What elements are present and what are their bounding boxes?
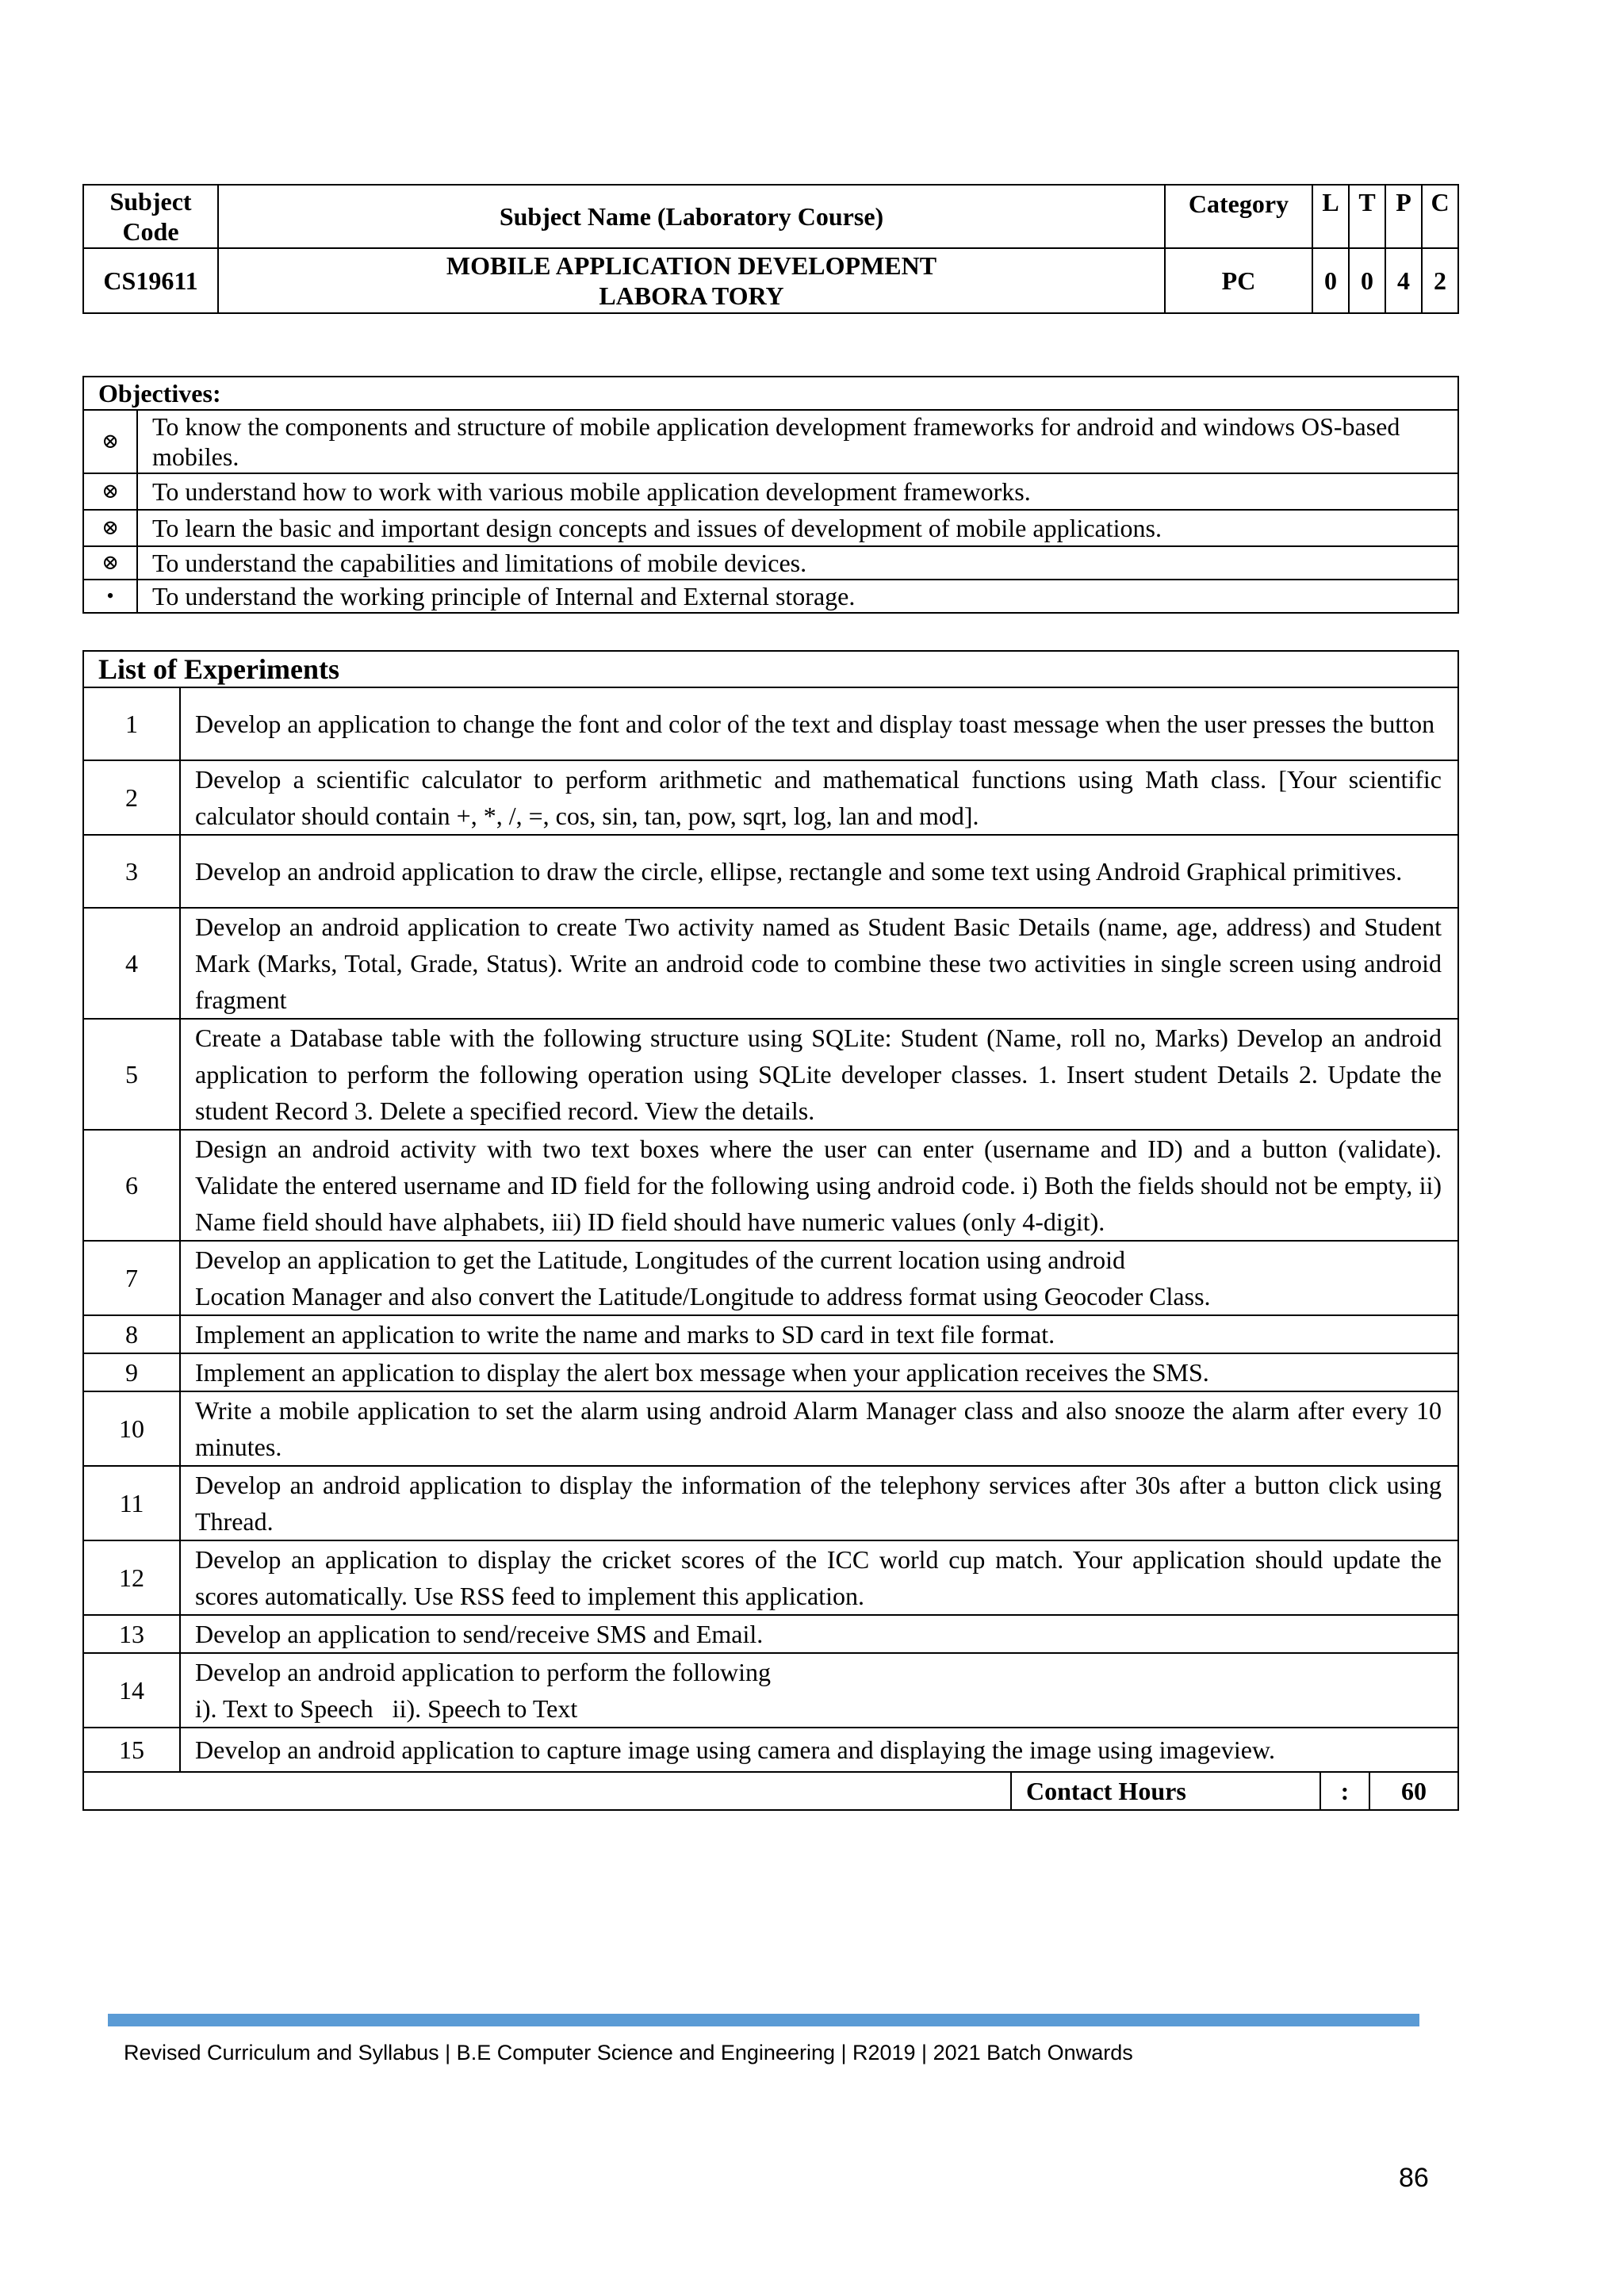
footer-divider-bar: [108, 2014, 1419, 2026]
experiment-text: Develop an application to display the cricket scores of the ICC world cup match. Your application should update the scores automatically. Use RSS feed to implement this application.: [180, 1540, 1458, 1615]
contact-hours-label: Contact Hours: [1011, 1772, 1320, 1810]
category-header: Category: [1165, 185, 1312, 248]
experiment-text: Develop an android application to create Two activity named as Student Basic Details (name, age, address) and Student Mark (Marks, Total, Grade, Status). Write an android code to combine these two activities in single screen using android fragment: [180, 908, 1458, 1019]
footer-text: Revised Curriculum and Syllabus | B.E Computer Science and Engineering | R2019 | 2021 Batch Onwards: [124, 2041, 1133, 2064]
experiment-number: 9: [83, 1353, 180, 1391]
subject-value-row: [83, 248, 1458, 313]
objective-bullet-icon: •: [83, 580, 137, 613]
experiment-row: [83, 760, 1458, 835]
experiment-row: [83, 1241, 1458, 1315]
experiment-text: Develop an android application to draw the circle, ellipse, rectangle and some text using Android Graphical primitives.: [180, 835, 1458, 908]
subject-header-row: [83, 185, 1458, 248]
experiment-number: 11: [83, 1466, 180, 1540]
subject-name: MOBILE APPLICATION DEVELOPMENT LABORA TORY: [218, 248, 1165, 313]
experiment-row: [83, 1466, 1458, 1540]
experiment-row: [83, 687, 1458, 760]
subject-name-header: Subject Name (Laboratory Course): [218, 185, 1165, 248]
experiments-heading-row: [83, 651, 1458, 687]
objective-text: To understand the working principle of Internal and External storage.: [137, 580, 1458, 613]
t-header: T: [1349, 185, 1385, 248]
subject-category: PC: [1165, 248, 1312, 313]
experiment-text: Develop an application to send/receive SMS and Email.: [180, 1615, 1458, 1653]
experiment-number: 14: [83, 1653, 180, 1728]
subject-table: [82, 184, 1459, 314]
experiment-number: 4: [83, 908, 180, 1019]
subject-p: 4: [1385, 248, 1422, 313]
page-number: 86: [1399, 2163, 1429, 2193]
experiment-row: [83, 1653, 1458, 1728]
objective-row: [83, 410, 1458, 473]
experiment-number: 12: [83, 1540, 180, 1615]
l-header: L: [1312, 185, 1349, 248]
experiments-heading: List of Experiments: [83, 651, 1458, 687]
experiment-row: [83, 1130, 1458, 1241]
objective-row: [83, 510, 1458, 546]
objectives-heading: Objectives:: [83, 377, 1458, 410]
experiment-text: Develop an android application to capture image using camera and displaying the image using imageview.: [180, 1728, 1458, 1772]
contact-hours-row: [83, 1772, 1458, 1810]
experiment-number: 8: [83, 1315, 180, 1353]
experiment-number: 13: [83, 1615, 180, 1653]
experiment-number: 5: [83, 1019, 180, 1130]
experiment-row: [83, 1540, 1458, 1615]
experiments-table: [82, 650, 1459, 1811]
subject-l: 0: [1312, 248, 1349, 313]
objective-text: To understand how to work with various mobile application development frameworks.: [137, 473, 1458, 510]
experiment-text: Implement an application to write the name and marks to SD card in text file format.: [180, 1315, 1458, 1353]
experiment-text: Develop an android application to display the information of the telephony services after 30s after a button click using Thread.: [180, 1466, 1458, 1540]
experiment-row: [83, 1315, 1458, 1353]
c-header: C: [1422, 185, 1458, 248]
objective-bullet-icon: ⊗: [83, 510, 137, 546]
objective-bullet-icon: ⊗: [83, 546, 137, 580]
experiment-number: 7: [83, 1241, 180, 1315]
objective-bullet-icon: ⊗: [83, 473, 137, 510]
experiment-number: 15: [83, 1728, 180, 1772]
experiment-number: 1: [83, 687, 180, 760]
experiment-text: Develop an application to get the Latitude, Longitudes of the current location using android Location Manager and also convert the Latitude/Longitude to address format using Geocoder Class.: [180, 1241, 1458, 1315]
objective-row: [83, 473, 1458, 510]
experiment-number: 2: [83, 760, 180, 835]
experiment-row: [83, 1615, 1458, 1653]
subject-t: 0: [1349, 248, 1385, 313]
experiment-row: [83, 1019, 1458, 1130]
experiment-text: Design an android activity with two text boxes where the user can enter (username and ID) and a button (validate). Validate the entered username and ID field for the following using android code. i) Both the fields should not be empty, ii) Name field should have alphabets, iii) ID field should have numeric values (only 4-digit).: [180, 1130, 1458, 1241]
experiment-text: Write a mobile application to set the alarm using android Alarm Manager class and also snooze the alarm after every 10 minutes.: [180, 1391, 1458, 1466]
contact-hours-colon: :: [1320, 1772, 1369, 1810]
experiment-text: Create a Database table with the following structure using SQLite: Student (Name, roll no, Marks) Develop an android application to perform the following operation using SQLite developer classes. 1. Insert student Details 2. Update the student Record 3. Delete a specified record. View the details.: [180, 1019, 1458, 1130]
experiment-row: [83, 1728, 1458, 1772]
objective-text: To know the components and structure of mobile application development frameworks for android and windows OS-based mobiles.: [137, 410, 1458, 473]
experiment-text: Develop an application to change the font and color of the text and display toast message when the user presses the button: [180, 687, 1458, 760]
experiment-row: [83, 908, 1458, 1019]
objective-text: To understand the capabilities and limitations of mobile devices.: [137, 546, 1458, 580]
subject-code-header: Subject Code: [83, 185, 218, 248]
objectives-heading-row: [83, 377, 1458, 410]
experiment-row: [83, 1391, 1458, 1466]
experiment-text: Implement an application to display the alert box message when your application receives the SMS.: [180, 1353, 1458, 1391]
objective-row: [83, 580, 1458, 613]
objective-text: To learn the basic and important design concepts and issues of development of mobile applications.: [137, 510, 1458, 546]
experiment-text: Develop a scientific calculator to perform arithmetic and mathematical functions using Math class. [Your scientific calculator should contain +, *, /, =, cos, sin, tan, pow, sqrt, log, lan and mod].: [180, 760, 1458, 835]
subject-c: 2: [1422, 248, 1458, 313]
objective-bullet-icon: ⊗: [83, 410, 137, 473]
experiment-number: 3: [83, 835, 180, 908]
contact-hours-value: 60: [1369, 1772, 1458, 1810]
experiment-row: [83, 835, 1458, 908]
subject-code: CS19611: [83, 248, 218, 313]
objective-row: [83, 546, 1458, 580]
contact-hours-spacer: [83, 1772, 1011, 1810]
experiment-number: 10: [83, 1391, 180, 1466]
experiment-number: 6: [83, 1130, 180, 1241]
experiment-text: Develop an android application to perform the following i). Text to Speech ii). Speech to Text: [180, 1653, 1458, 1728]
p-header: P: [1385, 185, 1422, 248]
experiment-row: [83, 1353, 1458, 1391]
objectives-table: [82, 376, 1459, 614]
